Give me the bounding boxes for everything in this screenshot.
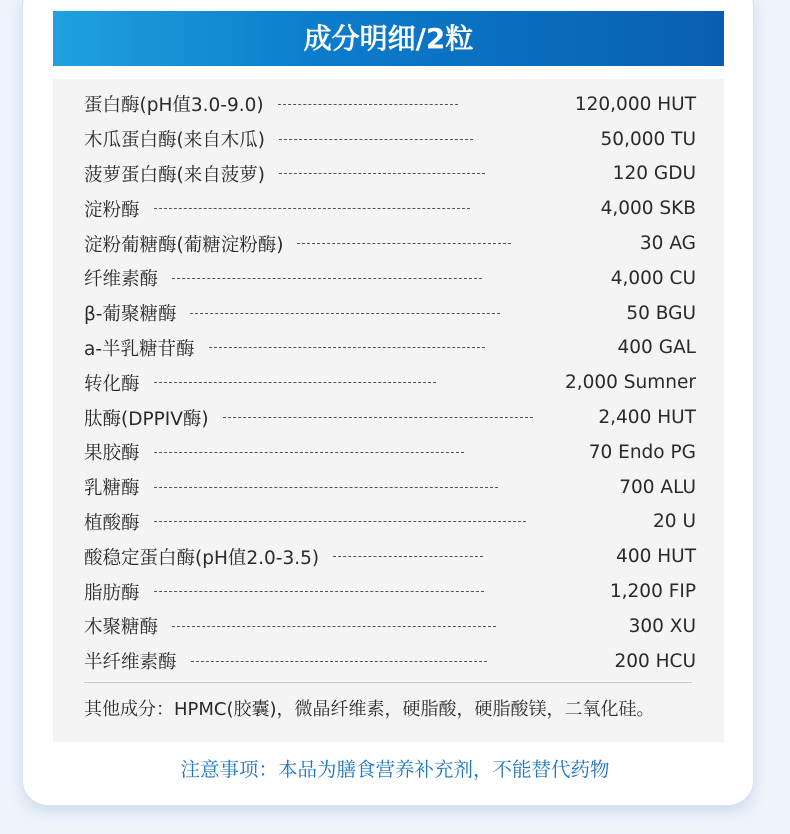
ingredient-row bbox=[84, 470, 696, 505]
dash-leader bbox=[172, 626, 496, 627]
ingredient-name: a-半乳糖苷酶 bbox=[84, 338, 195, 360]
ingredient-name: 肽酶(DPPIV酶) bbox=[84, 408, 209, 430]
ingredient-name: 脂肪酶 bbox=[84, 582, 140, 604]
dash-leader bbox=[154, 382, 436, 383]
ingredient-value: 120 GDU bbox=[612, 163, 696, 185]
ingredient-name: 淀粉葡糖酶(葡糖淀粉酶) bbox=[84, 234, 284, 256]
ingredient-value: 30 AG bbox=[639, 233, 696, 255]
ingredient-name: 植酸酶 bbox=[84, 512, 140, 534]
ingredient-name: 蛋白酶(pH值3.0-9.0) bbox=[84, 95, 264, 117]
ingredient-name: 半纤维素酶 bbox=[84, 652, 177, 674]
ingredient-name: 木瓜蛋白酶(来自木瓜) bbox=[84, 130, 265, 152]
ingredient-row bbox=[84, 609, 696, 644]
ingredient-name: β-葡聚糖酶 bbox=[84, 304, 177, 326]
dash-leader bbox=[154, 521, 526, 522]
dash-leader bbox=[297, 243, 511, 244]
ingredient-value: 50 BGU bbox=[626, 302, 696, 324]
ingredient-value: 400 GAL bbox=[617, 337, 696, 359]
dash-leader bbox=[279, 139, 473, 140]
ingredient-name: 淀粉酶 bbox=[84, 199, 140, 221]
ingredient-name: 纤维素酶 bbox=[84, 269, 159, 291]
section-title: 成分明细/2粒 bbox=[53, 11, 724, 66]
ingredient-value: 1,200 FIP bbox=[609, 581, 696, 603]
ingredient-name: 乳糖酶 bbox=[84, 478, 140, 500]
ingredient-row bbox=[84, 331, 696, 366]
ingredient-row bbox=[84, 574, 696, 609]
dash-leader bbox=[154, 591, 484, 592]
dash-leader bbox=[191, 661, 487, 662]
ingredient-value: 120,000 HUT bbox=[574, 93, 696, 115]
dash-leader bbox=[190, 313, 500, 314]
ingredient-row bbox=[84, 261, 696, 296]
ingredient-name: 转化酶 bbox=[84, 373, 140, 395]
ingredient-name: 菠萝蛋白酶(来自菠萝) bbox=[84, 164, 265, 186]
ingredient-row bbox=[84, 296, 696, 331]
ingredient-value: 200 HCU bbox=[614, 650, 696, 672]
ingredient-row bbox=[84, 539, 696, 574]
ingredient-value: 4,000 CU bbox=[610, 267, 696, 289]
dash-leader bbox=[154, 208, 470, 209]
dash-leader bbox=[154, 452, 464, 453]
ingredient-row bbox=[84, 226, 696, 261]
ingredient-name: 果胶酶 bbox=[84, 443, 140, 465]
ingredient-value: 2,000 Sumner bbox=[564, 372, 696, 394]
ingredient-name: 木聚糖酶 bbox=[84, 617, 159, 639]
ingredient-value: 20 U bbox=[653, 511, 696, 533]
ingredient-row bbox=[84, 365, 696, 400]
ingredient-value: 50,000 TU bbox=[600, 128, 696, 150]
ingredient-row bbox=[84, 122, 696, 157]
dash-leader bbox=[223, 417, 533, 418]
ingredient-value: 300 XU bbox=[628, 615, 696, 637]
dash-leader bbox=[154, 487, 498, 488]
ingredient-value: 2,400 HUT bbox=[598, 407, 696, 429]
dash-leader bbox=[278, 104, 458, 105]
dash-leader bbox=[333, 556, 483, 557]
ingredient-value: 400 HUT bbox=[616, 546, 696, 568]
dash-leader bbox=[172, 278, 482, 279]
ingredient-row bbox=[84, 644, 696, 679]
ingredient-row bbox=[84, 157, 696, 192]
ingredient-row bbox=[84, 400, 696, 435]
dash-leader bbox=[209, 347, 485, 348]
ingredient-value: 70 Endo PG bbox=[588, 441, 696, 463]
ingredient-row bbox=[84, 191, 696, 226]
ingredient-value: 4,000 SKB bbox=[600, 198, 696, 220]
ingredient-row bbox=[84, 505, 696, 540]
ingredients-panel bbox=[53, 79, 724, 742]
dash-leader bbox=[279, 173, 485, 174]
notice-text: 注意事项：本品为膳食营养补充剂，不能替代药物 bbox=[180, 758, 610, 781]
ingredient-name: 酸稳定蛋白酶(pH值2.0-3.5) bbox=[84, 547, 320, 569]
ingredient-row bbox=[84, 435, 696, 470]
ingredient-value: 700 ALU bbox=[619, 476, 696, 498]
divider bbox=[84, 682, 692, 683]
other-ingredients: 其他成分：HPMC(胶囊)，微晶纤维素，硬脂酸，硬脂酸镁，二氧化硅。 bbox=[84, 699, 655, 720]
ingredient-row bbox=[84, 87, 696, 122]
